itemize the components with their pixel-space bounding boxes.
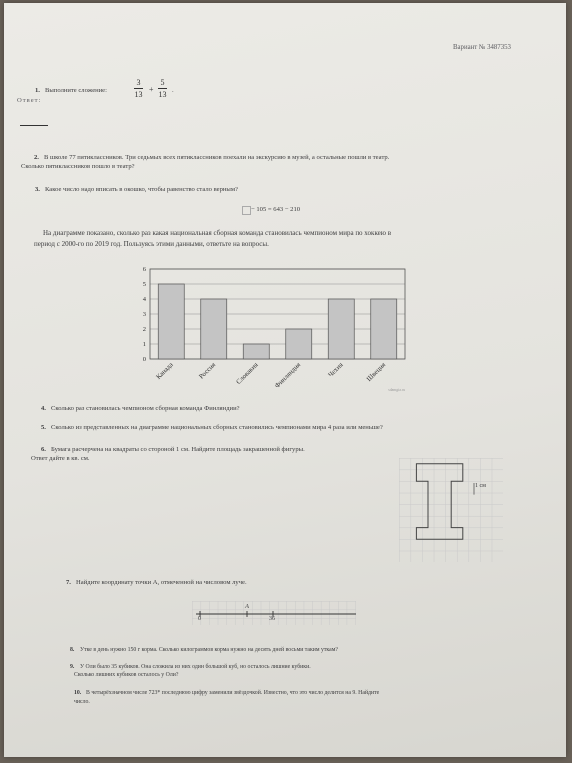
q1-answer-label: Ответ: — [17, 97, 42, 104]
q1-fraction-2 — [158, 78, 167, 99]
q9-line-2: Сколько лишних кубиков осталось у Оли? — [74, 672, 179, 678]
q7-point-label: A — [245, 603, 249, 610]
q4-text: Сколько раз становилась чемпионом сборная команда Финляндии? — [51, 405, 240, 412]
variant-label: Вариант № 3487353 — [453, 44, 511, 51]
q2-line-2: Сколько пятиклассников пошло в театр? — [21, 163, 135, 170]
q3-answer-box — [242, 206, 251, 215]
chart-bar — [371, 299, 397, 359]
q3-equation: − 105 = 643 − 210 — [251, 206, 301, 213]
q2-number: 2. — [34, 154, 39, 161]
q8-text: Утке в день нужно 150 г корма. Сколько килограммов корма нужно на десять дней восьми таким уткам? — [80, 647, 338, 653]
bar-chart — [132, 261, 412, 401]
q1-fraction-2-denominator: 13 — [158, 90, 167, 99]
q1-number: 1. — [35, 87, 40, 94]
chart-category-label: Россия — [198, 361, 218, 381]
worksheet-page — [4, 3, 566, 757]
q1-fraction-1-denominator: 13 — [134, 90, 143, 99]
q9-line-1: У Оли было 35 кубиков. Она сложила из них один большой куб, но осталось лишние кубики. — [80, 664, 311, 670]
q6-line-2: Ответ дайте в кв. см. — [31, 455, 90, 462]
q5-number: 5. — [41, 424, 46, 431]
chart-y-tick-label: 5 — [142, 281, 146, 289]
q3-number: 3. — [35, 186, 40, 193]
chart-category-label: Финляндия — [273, 361, 303, 390]
q6-line-1: Бумага расчерчена на квадраты со стороной 1 см. Найдите площадь закрашенной фигуры. — [51, 446, 305, 453]
q6-shaded-figure — [399, 458, 503, 562]
q1-fraction-1-numerator: 3 — [136, 78, 141, 87]
q1-period: . — [172, 87, 174, 94]
chart-category-label: Словакия — [235, 361, 260, 386]
q7-number-ray — [192, 601, 356, 625]
q7-zero-label: 0 — [198, 616, 201, 622]
chart-bar — [201, 299, 227, 359]
q1-plus: + — [149, 85, 154, 94]
chart-intro-line-1: На диаграмме показано, сколько раз какая национальная сборная команда становилась чемпионом мира по хоккею в — [43, 229, 392, 237]
chart-y-tick-label: 0 — [142, 356, 146, 364]
q6-scale-label: 1 см — [475, 483, 486, 489]
chart-y-tick-label: 4 — [142, 296, 146, 304]
q7-tick-label: 36 — [269, 616, 275, 622]
q1-fraction-1 — [134, 78, 143, 99]
q6-grid-figure — [399, 458, 503, 562]
q3-text: Какое число надо вписать в окошко, чтобы равенство стало верным? — [45, 186, 238, 193]
chart-category-label: Швеция — [365, 361, 388, 383]
q9-number: 9. — [70, 664, 75, 670]
chart-bar — [286, 329, 312, 359]
q1-fraction-2-numerator: 5 — [160, 78, 165, 87]
chart-bar — [328, 299, 354, 359]
chart-y-tick-label: 2 — [142, 326, 146, 334]
chart-y-tick-label: 1 — [142, 341, 146, 349]
chart-category-label: Чехия — [327, 361, 345, 379]
q2-line-1: В школе 77 пятиклассников. Три седьмых всех пятиклассников поехали на экскурсию в музей, а остальные пошли в театр. — [44, 154, 390, 161]
chart-y-tick-label: 3 — [142, 311, 146, 319]
q1-answer-line — [20, 125, 48, 126]
chart-bar — [158, 284, 184, 359]
q6-number: 6. — [41, 446, 46, 453]
q7-text: Найдите координату точки A, отмеченной на числовом луче. — [76, 579, 247, 586]
q4-number: 4. — [41, 405, 46, 412]
q10-number: 10. — [74, 690, 82, 696]
chart-watermark: sdamgia.ru — [388, 388, 405, 392]
chart-category-label: Канада — [155, 361, 175, 381]
q10-line-2: число. — [74, 699, 90, 705]
q1-text: Выполните сложение: — [45, 87, 107, 94]
q5-text: Сколько из представленных на диаграмме национальных сборных становились чемпионами мира 4 раза или меньше? — [51, 424, 383, 431]
chart-y-tick-label: 6 — [142, 266, 146, 274]
q8-number: 8. — [70, 647, 75, 653]
chart-bar — [243, 344, 269, 359]
chart-intro-line-2: период с 2000-го по 2019 год. Пользуясь этими данными, ответьте на вопросы. — [34, 240, 269, 248]
q7-number: 7. — [66, 579, 71, 586]
q10-line-1: В четырёхзначном числе 723* последнюю цифру заменили звёздочкой. Известно, что это число делится на 9. Найдите — [86, 690, 380, 696]
